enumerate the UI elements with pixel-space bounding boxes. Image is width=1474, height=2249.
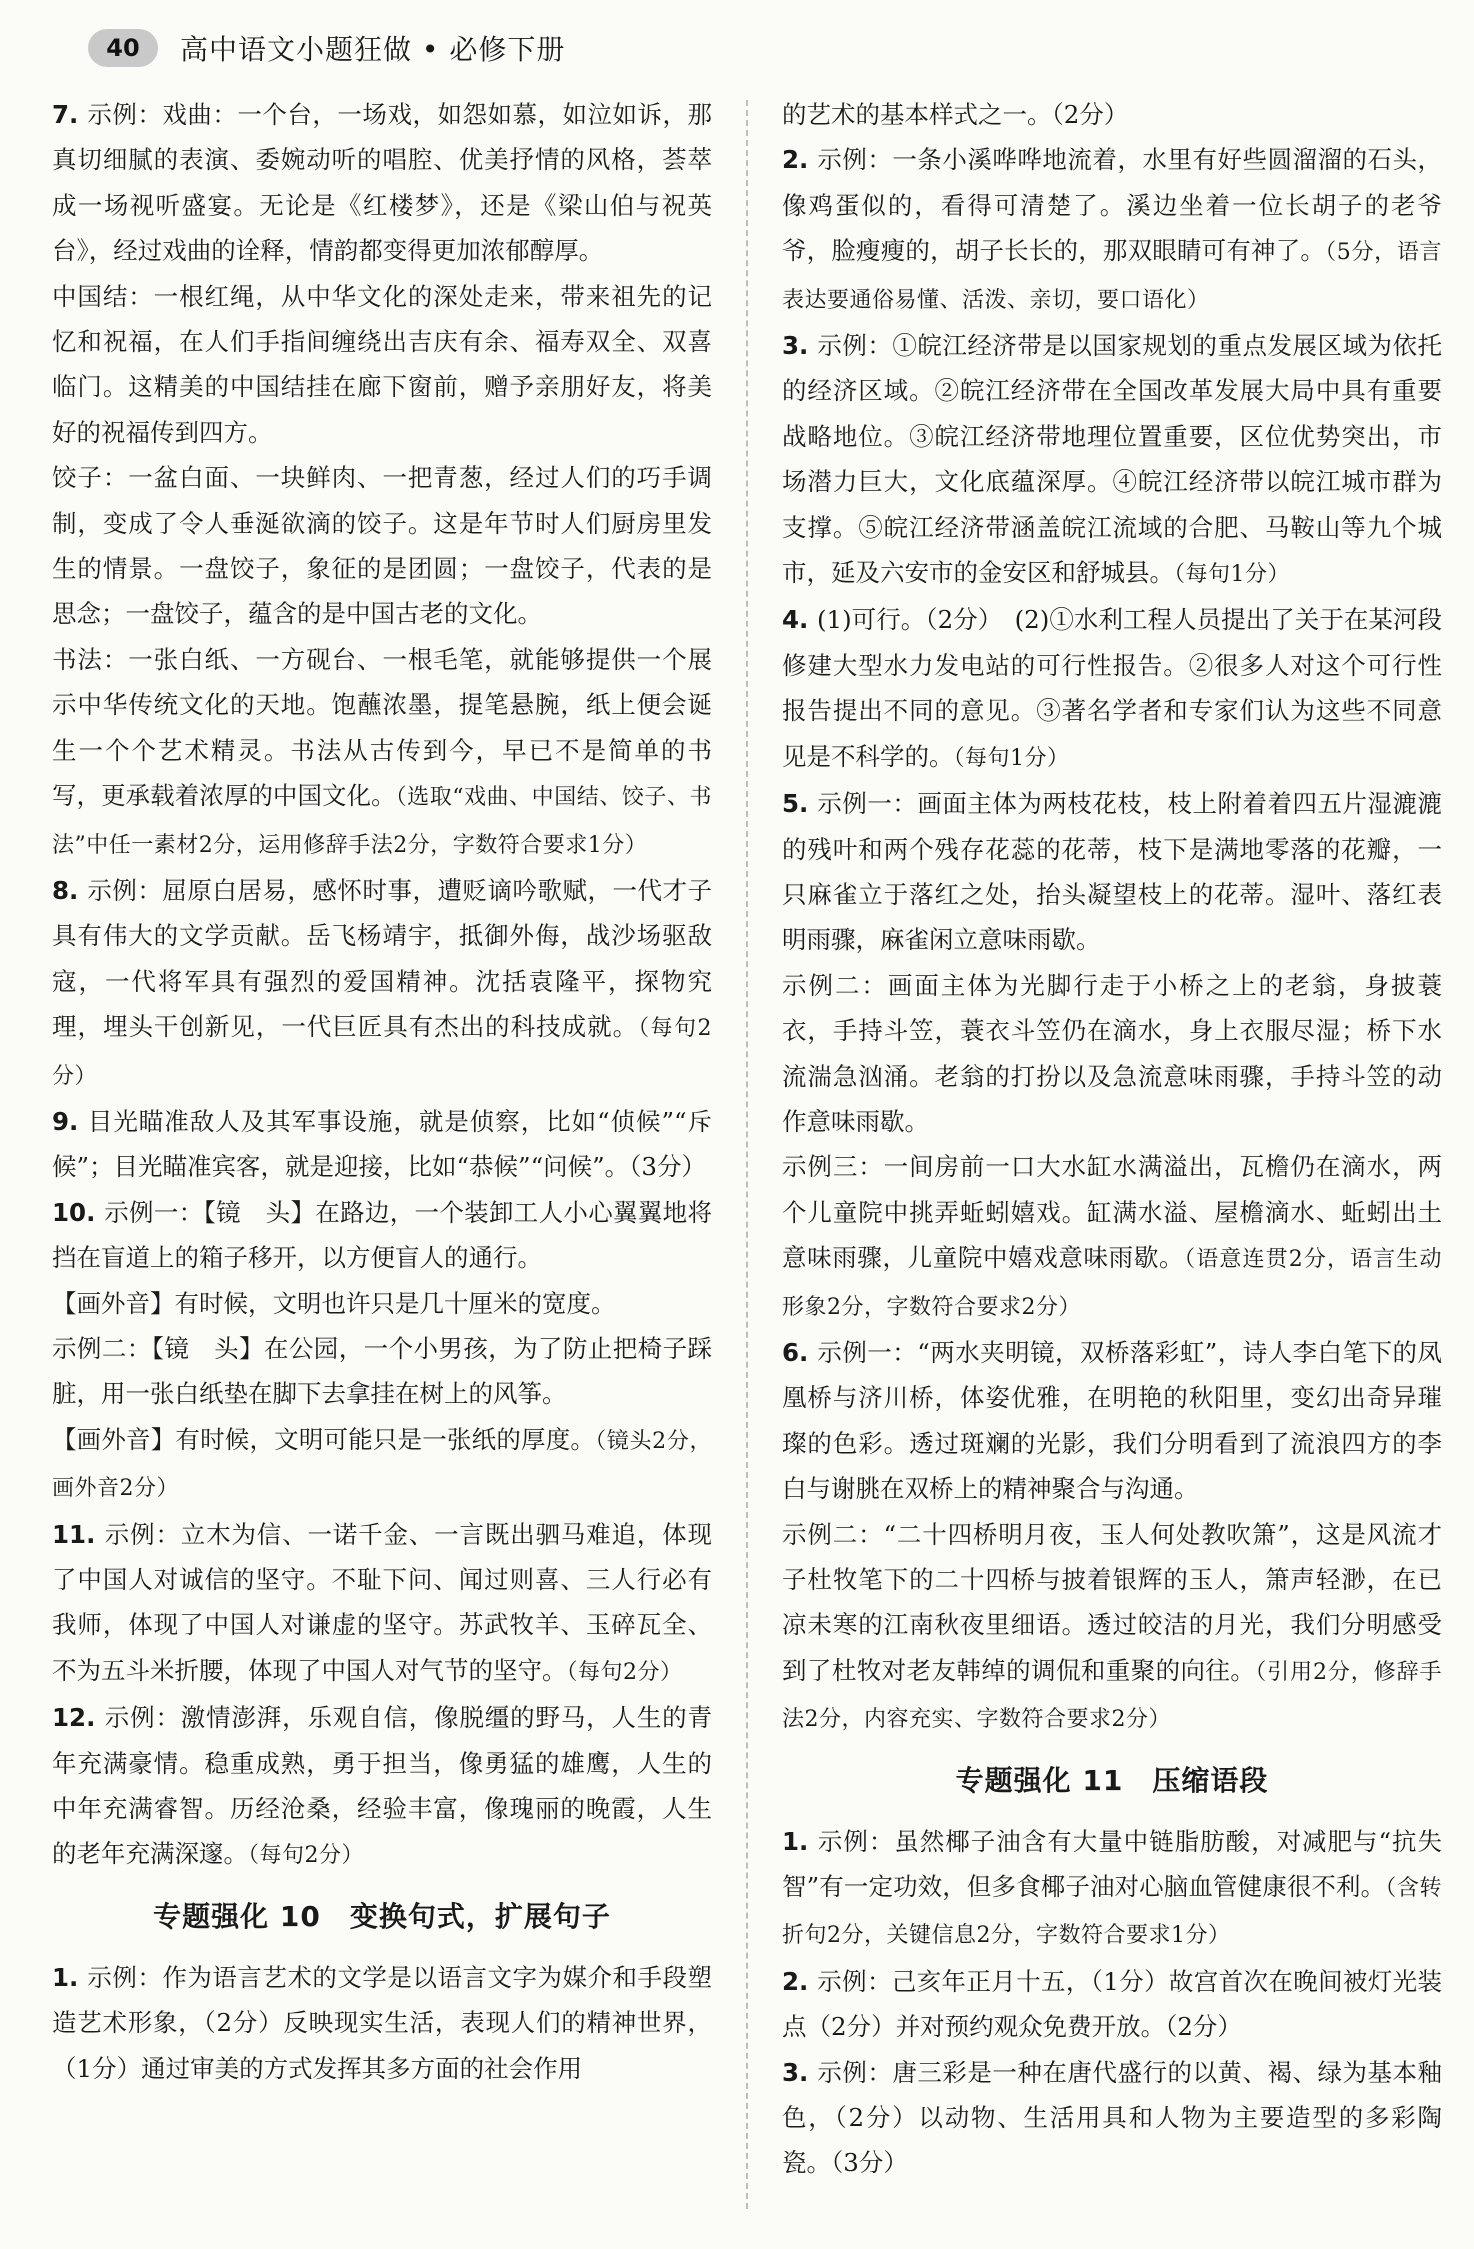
- scoring-note: （含转折句2分，关键信息2分，字数符合要求1分）: [782, 1876, 1442, 1949]
- answer-text: 示例：一条小溪哗哗地流着，水里有好些圆溜溜的石头，像鸡蛋似的，看得可清楚了。溪边坐着一位长胡子的老爷爷，脸瘦瘦的，胡子长长的，那双眼睛可有神了。: [782, 145, 1442, 266]
- answer-paragraph: [52, 1695, 712, 1879]
- answer-paragraph: [782, 2050, 1442, 2186]
- answer-paragraph: [782, 137, 1442, 323]
- answer-paragraph: [782, 1959, 1442, 2050]
- answer-paragraph: [782, 781, 1442, 963]
- answer-paragraph: [52, 274, 712, 456]
- answer-text: 示例三：一间房前一口大水缸水满溢出，瓦檐仍在滴水，两个儿童院中挑弄蚯蚓嬉戏。缸满水溢、屋檐滴水、蚯蚓出土意味雨骤，儿童院中嬉戏意味雨歇。: [782, 1152, 1442, 1273]
- question-number: 1.: [52, 1962, 88, 1992]
- answer-text: 示例：激情澎湃，乐观自信，像脱缰的野马，人生的青年充满豪情。稳重成熟，勇于担当，像勇猛的雄鹰，人生的中年充满睿智。历经沧桑，经验丰富，像瑰丽的晚霞，人生的老年充满深邃。: [52, 1703, 713, 1869]
- answer-paragraph: [52, 455, 712, 637]
- answer-paragraph: [52, 1326, 712, 1417]
- answer-text: 示例一：【镜 头】在路边，一个装卸工人小心翼翼地将挡在盲道上的箱子移开，以方便盲人的通行。: [52, 1197, 712, 1273]
- answer-paragraph: [52, 1417, 712, 1512]
- scoring-note: （镜头2分，画外音2分）: [52, 1428, 713, 1502]
- answer-text: 【画外音】有时候，文明可能只是一张纸的厚度。: [52, 1424, 596, 1454]
- book-title: 高中语文小题狂做 • 必修下册: [180, 33, 566, 66]
- page-header: [88, 26, 565, 70]
- answer-text: 的艺术的基本样式之一。（2分）: [782, 100, 1129, 129]
- question-number: 11.: [52, 1519, 105, 1549]
- scoring-note: （每句2分）: [248, 1843, 364, 1869]
- answer-text: (1)可行。（2分） (2)①水利工程人员提出了关于在某河段修建大型水力发电站的可行性报告。②很多人对这个可行性报告提出不同的意见。③著名学者和专家们认为这些不同意见是不科学的。: [782, 605, 1442, 771]
- answer-text: 示例：己亥年正月十五，（1分）故宫首次在晚间被灯光装点（2分）并对预约观众免费开放。（2分）: [782, 1966, 1442, 2042]
- answer-text: 示例一：画面主体为两枝花枝，枝上附着着四五片湿漉漉的残叶和两个残存花蕊的花蒂，枝下是满地零落的花瓣，一只麻雀立于落红之处，抬头凝望枝上的花蒂。湿叶、落红表明雨骤，麻雀闲立意味雨歇。: [782, 789, 1442, 955]
- question-number: 10.: [52, 1197, 105, 1227]
- section-title: 专题强化 10 变换句式，扩展句子: [153, 1899, 611, 1933]
- answer-paragraph: [782, 92, 1442, 137]
- scoring-note: （语意连贯2分，语言生动形象2分，字数符合要求2分）: [782, 1247, 1443, 1320]
- answer-paragraph: [782, 1512, 1442, 1743]
- answer-text: 示例：作为语言艺术的文学是以语言文字为媒介和手段塑造艺术形象，（2分）反映现实生活，表现人们的精神世界，（1分）通过审美的方式发挥其多方面的社会作用: [52, 1962, 712, 2083]
- question-number: 4.: [782, 605, 817, 635]
- answer-text: 示例二：画面主体为光脚行走于小桥之上的老翁，身披蓑衣，手持斗笠，蓑衣斗笠仍在滴水，身上衣服尽湿；桥下水流湍急汹涌。老翁的打扮以及急流意味雨骤，手持斗笠的动作意味雨歇。: [782, 970, 1442, 1136]
- question-number: 9.: [52, 1106, 88, 1136]
- left-column: [52, 92, 712, 2091]
- question-number: 2.: [782, 145, 818, 175]
- answer-paragraph: [782, 1330, 1442, 1512]
- answer-paragraph: [782, 1819, 1442, 1959]
- question-number: 12.: [52, 1703, 105, 1733]
- scoring-note: （每句2分）: [52, 1016, 713, 1089]
- page-number: 40: [88, 29, 158, 67]
- section-title: 专题强化 11 压缩语段: [955, 1763, 1269, 1797]
- scoring-note: （引用2分，修辞手法2分，内容充实、字数符合要求2分）: [782, 1659, 1443, 1733]
- answer-text: 示例二：“二十四桥明月夜，玉人何处教吹箫”，这是风流才子杜牧笔下的二十四桥与披着银辉的玉人，箫声轻渺，在已凉未寒的江南秋夜里细语。透过皎洁的月光，我们分明感受到了杜牧对老友韩绰的调侃和重聚的向往。: [782, 1519, 1442, 1685]
- question-number: 7.: [52, 100, 88, 129]
- question-number: 5.: [782, 789, 818, 819]
- question-number: 3.: [782, 331, 818, 361]
- answer-text: 书法：一张白纸、一方砚台、一根毛笔，就能够提供一个展示中华传统文化的天地。饱蘸浓墨，提笔悬腕，纸上便会诞生一个个艺术精灵。书法从古传到今，早已不是简单的书写，更承载着浓厚的中国文化。: [52, 644, 712, 811]
- scoring-note: （每句1分）: [953, 745, 1070, 771]
- answer-paragraph: [782, 1144, 1442, 1330]
- answer-paragraph: [52, 92, 712, 274]
- answer-paragraph: [52, 1955, 712, 2091]
- answer-text: 示例：屈原白居易，感怀时事，遭贬谪吟歌赋，一代才子具有伟大的文学贡献。岳飞杨靖宇，抵御外侮，战沙场驱敌寇，一代将军具有强烈的爱国精神。沈括袁隆平，探物究理，埋头干创新见，一代巨匠具有杰出的科技成就。: [52, 875, 712, 1042]
- answer-text: 示例：唐三彩是一种在唐代盛行的以黄、褐、绿为基本釉色，（2分）以动物、生活用具和人物为主要造型的多彩陶瓷。（3分）: [782, 2057, 1442, 2178]
- scoring-note: （每句2分）: [566, 1659, 683, 1685]
- answer-paragraph: [52, 868, 712, 1099]
- question-number: 1.: [782, 1826, 818, 1856]
- answer-text: 目光瞄准敌人及其军事设施，就是侦察，比如“侦候”“斥候”；目光瞄准宾客，就是迎接，比如“恭候”“问候”。（3分）: [52, 1106, 713, 1182]
- answer-text: 示例：①皖江经济带是以国家规划的重点发展区域为依托的经济区域。②皖江经济带在全国改革发展大局中具有重要战略地位。③皖江经济带地理位置重要，区位优势突出，市场潜力巨大，文化底蕴深厚。④皖江经济带以皖江城市群为支撑。⑤皖江经济带涵盖皖江流域的合肥、马鞍山等九个城市，延及六安市的金安区和舒城县。: [782, 331, 1442, 588]
- question-number: 2.: [782, 1966, 818, 1996]
- answer-paragraph: [782, 323, 1442, 597]
- answer-text: 饺子：一盆白面、一块鲜肉、一把青葱，经过人们的巧手调制，变成了令人垂涎欲滴的饺子。这是年节时人们厨房里发生的情景。一盘饺子，象征的是团圆；一盘饺子，代表的是思念；一盘饺子，蕴含的是中国古老的文化。: [52, 463, 712, 629]
- scoring-note: （每句1分）: [1174, 562, 1290, 588]
- question-number: 8.: [52, 875, 88, 905]
- answer-text: 示例一：“两水夹明镜，双桥落彩虹”，诗人李白笔下的凤凰桥与济川桥，体姿优雅，在明艳的秋阳里，变幻出奇异璀璨的色彩。透过斑斓的光影，我们分明看到了流浪四方的李白与谢朓在双桥上的精神聚合与沟通。: [782, 1337, 1442, 1504]
- scoring-note: （5分，语言表达要通俗易懂、活泼、亲切，要口语化）: [782, 240, 1443, 313]
- question-number: 6.: [782, 1337, 818, 1367]
- right-column: [782, 92, 1442, 2186]
- question-number: 3.: [782, 2057, 818, 2087]
- column-divider: [746, 100, 748, 2209]
- answer-paragraph: [52, 1281, 712, 1326]
- answer-text: 中国结：一根红绳，从中华文化的深处走来，带来祖先的记忆和祝福，在人们手指间缠绕出吉庆有余、福寿双全、双喜临门。这精美的中国结挂在廊下窗前，赠予亲朋好友，将美好的祝福传到四方。: [52, 281, 712, 447]
- answer-text: 示例：戏曲：一个台，一场戏，如怨如慕，如泣如诉，那真切细腻的表演、委婉动听的唱腔、优美抒情的风格，荟萃成一场视听盛宴。无论是《红楼梦》，还是《梁山伯与祝英台》，经过戏曲的诠释，情韵都变得更加浓郁醇厚。: [52, 100, 712, 266]
- answer-paragraph: [52, 1099, 712, 1190]
- answer-text: 示例：立木为信、一诺千金、一言既出驷马难追，体现了中国人对诚信的坚守。不耻下问、闻过则喜、三人行必有我师，体现了中国人对谦虚的坚守。苏武牧羊、玉碎瓦全、不为五斗米折腰，体现了中国人对气节的坚守。: [52, 1519, 713, 1685]
- answer-paragraph: [782, 963, 1442, 1145]
- answer-text: 【画外音】有时候，文明也许只是几十厘米的宽度。: [52, 1288, 616, 1318]
- answer-paragraph: [52, 1512, 712, 1696]
- answer-text: 示例：虽然椰子油含有大量中链脂肪酸，对减肥与“抗失智”有一定功效，但多食椰子油对心脑血管健康很不利。: [782, 1826, 1442, 1902]
- scoring-note: （选取“戏曲、中国结、饺子、书法”中任一素材2分，运用修辞手法2分，字数符合要求1分）: [52, 785, 712, 858]
- answer-paragraph: [52, 637, 712, 868]
- answer-text: 示例二：【镜 头】在公园，一个小男孩，为了防止把椅子踩脏，用一张白纸垫在脚下去拿挂在树上的风筝。: [52, 1333, 712, 1409]
- answer-paragraph: [52, 1190, 712, 1281]
- answer-paragraph: [782, 597, 1442, 781]
